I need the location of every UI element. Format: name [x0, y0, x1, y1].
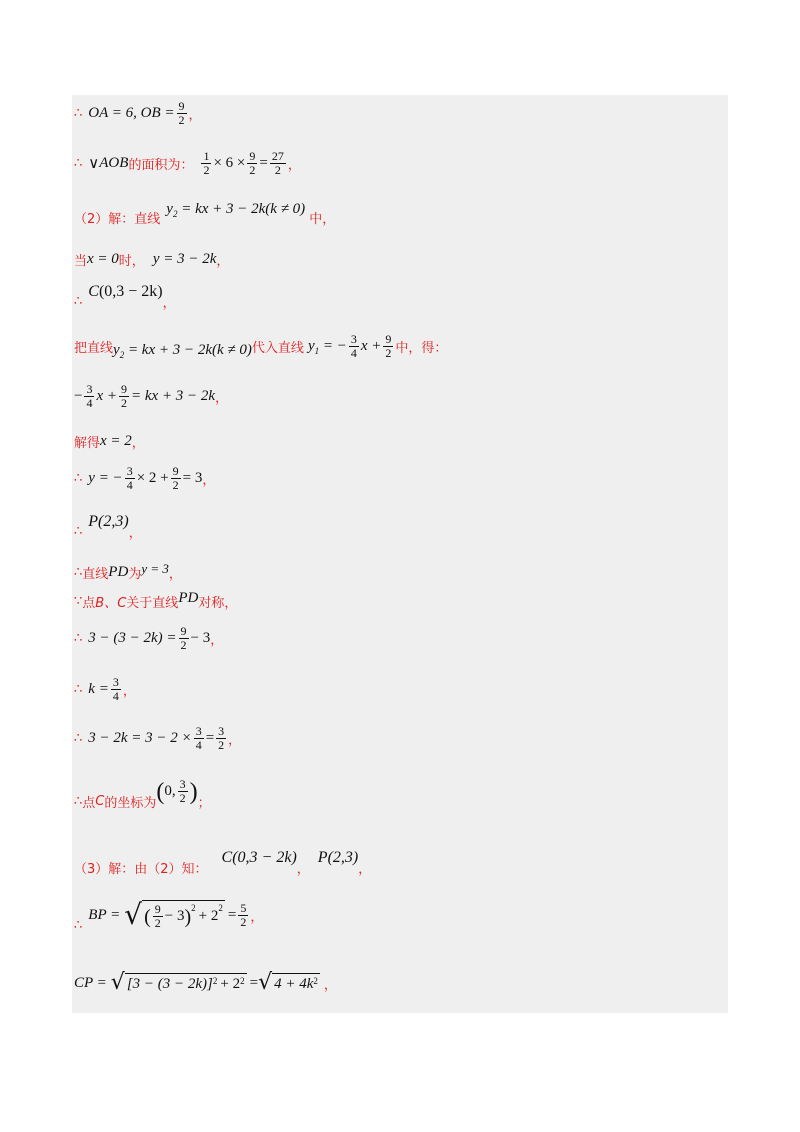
fraction: $\frac{27}{2}$	[271, 149, 284, 177]
triangle-symbol: ∨	[88, 156, 100, 172]
fraction: $\frac{3}{4}$	[350, 332, 357, 360]
fraction: $\frac{3}{4}$	[112, 675, 119, 703]
line-part2-start: （2）解：直线 $y_2$ = kx + 3 − 2k(k ≠ 0) 中，	[74, 200, 336, 227]
fraction: $\frac{9}{2}$	[154, 902, 161, 930]
fraction: $\frac{3}{2}$	[179, 777, 186, 805]
line-eq-k: ∴ 3 − (3 − 2k) = $\frac{9}{2}$ − 3 ，	[74, 624, 224, 652]
line-coord-c: ∴ 点 C 的坐标为 ( 0, $\frac{3}{2}$ ) ；	[74, 777, 211, 811]
line-oa-ob: ∴ OA = 6, OB = $\frac{9}{2}$ ，	[74, 99, 202, 127]
fraction: $\frac{9}{2}$	[172, 464, 179, 492]
fraction: $\frac{9}{2}$	[249, 149, 256, 177]
fraction: $\frac{9}{2}$	[180, 624, 187, 652]
fraction: $\frac{5}{2}$	[240, 900, 247, 929]
line-solve-x: 解得 x = 2 ，	[74, 433, 145, 451]
math-text: OA = 6, OB =	[88, 105, 175, 121]
line-symmetric: ∵ 点 B、C 关于直线 PD 对称，	[74, 590, 238, 611]
square-root: √ ( $\frac{9}{2}$ − 3 ) $^2$ + 2 $^2$	[124, 898, 223, 931]
line-area-aob: ∴ ∨ AOB 的面积为： $\frac{1}{2}$ × 6 × $\frac{9}{2}$ = $\frac{27}{2}$ ，	[74, 149, 301, 177]
fraction: $\frac{3}{4}$	[126, 464, 133, 492]
line-substitute: 把直线 $y_2$ = kx + 3 − 2k(k ≠ 0) 代入直线 $y_1$ = − $\frac{3}{4}$ x + $\frac{9}{2}$ 中，得：	[74, 332, 448, 360]
line-k-value: ∴ k = $\frac{3}{4}$ ，	[74, 675, 136, 703]
fraction: $\frac{9}{2}$	[385, 332, 392, 360]
line-3-minus-2k: ∴ 3 − 2k = 3 − 2 × $\frac{3}{4}$ = $\frac{3}{2}$ ，	[74, 724, 242, 752]
line-bp: ∴ BP = √ ( $\frac{9}{2}$ − 3 ) $^2$ + 2 $^2$ = $\frac{5}{2}$ ，	[74, 898, 264, 933]
therefore-symbol: ∴	[74, 106, 83, 121]
fraction: $\frac{9}{2}$	[121, 382, 127, 410]
line-point-c: ∴ C (0,3 − 2k) ，	[74, 282, 176, 311]
fraction: $\frac{3}{2}$	[218, 724, 225, 752]
fraction: $\frac{3}{4}$	[195, 724, 202, 752]
line-cp: CP = √ [3 − (3 − 2k)] $^2$ + 2 $^2$ = √ 4 + 4k $^2$ ，	[74, 970, 337, 995]
fraction: $\frac{1}{2}$	[203, 149, 210, 177]
line-part3-start: （3）解：由（2）知： C(0,3 − 2k) ， P(2,3) ，	[74, 848, 372, 877]
line-when-x0: 当 x = 0 时， y = 3 − 2k ，	[74, 251, 230, 269]
square-root: √ [3 − (3 − 2k)] $^2$ + 2 $^2$	[110, 970, 245, 995]
line-y-value: ∴ y = − $\frac{3}{4}$ × 2 + $\frac{9}{2}$ = 3 ，	[74, 464, 216, 492]
square-root: √ 4 + 4k $^2$	[258, 970, 318, 995]
line-point-p: ∴ P(2,3) ，	[74, 512, 142, 541]
fraction: $\frac{3}{4}$	[86, 382, 93, 410]
line-equation: − $\frac{3}{4}$ x + $\frac{9}{2}$ = kx + 3 − 2k ，	[74, 382, 229, 410]
line-pd: ∴ 直线 PD 为 y = 3 ，	[74, 560, 182, 582]
fraction: $\frac{9}{2}$	[178, 99, 185, 127]
